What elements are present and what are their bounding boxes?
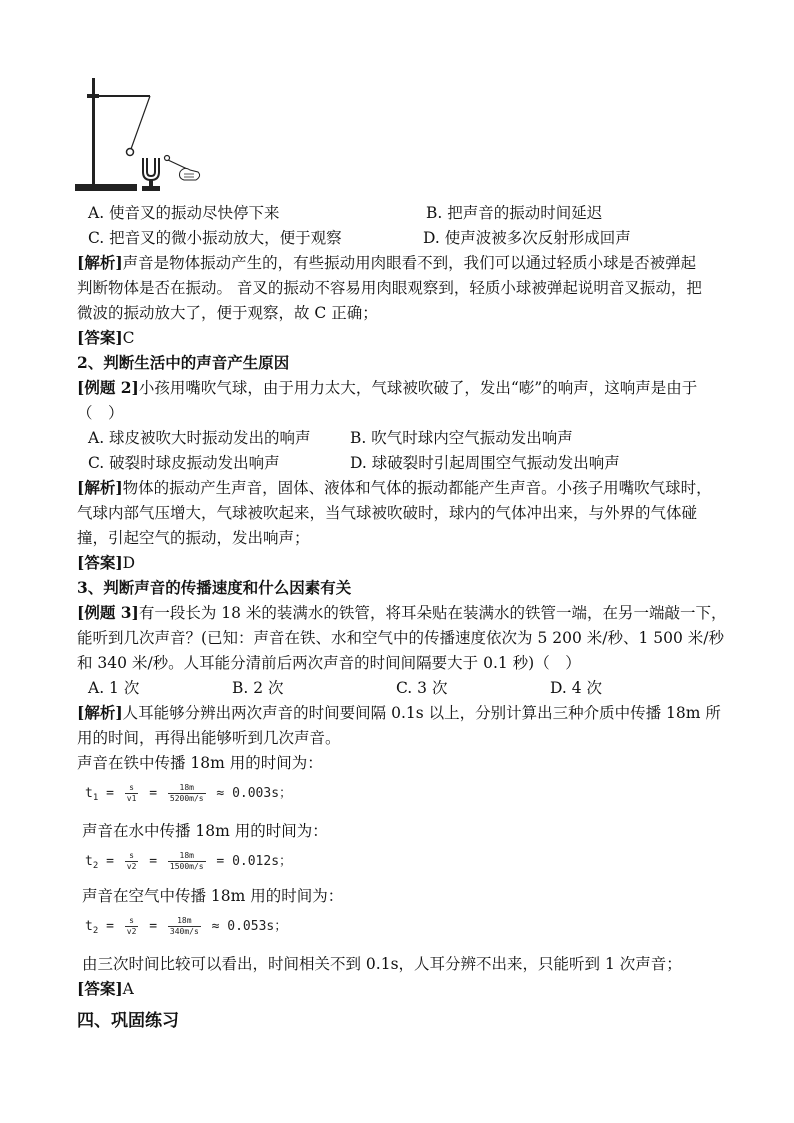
q1-option-c: C. 把音叉的微小振动放大，便于观察: [88, 229, 342, 247]
tuning-fork-base: [142, 186, 160, 191]
q2-analysis-line-1: [解析]物体的振动产生声音，固体、液体和气体的振动都能产生声音。小孩子用嘴吹气球时，: [77, 478, 712, 497]
q2-answer-tag: [答案]: [77, 553, 123, 572]
pendulum-ball: [127, 149, 134, 156]
q3-iron-label: 声音在铁中传播 18m 用的时间为：: [77, 754, 323, 772]
section-4-heading: 四、巩固练习: [77, 1011, 179, 1031]
stand-base: [75, 184, 137, 191]
q3-conclusion: 由三次时间比较可以看出，时间相关不到 0.1s，人耳分辨不出来，只能听到 1 次声音；: [82, 955, 682, 973]
q2-analysis-line-3: 撞，引起空气的振动，发出响声；: [77, 529, 310, 547]
q1-analysis-tag: [解析]: [77, 253, 123, 272]
q3-question-line-3: 和 340 米/秒。人耳能分清前后两次声音的时间间隔要大于 0.1 秒)（ ）: [77, 654, 581, 672]
q2-analysis-line-2: 气球内部气压增大，气球被吹起来，当气球被吹破时，球内的气体冲出来，与外界的气体碰: [77, 504, 698, 522]
q2-answer: [答案]D: [77, 553, 136, 572]
q3-option-d: D. 4 次: [550, 679, 603, 697]
q3-option-b: B. 2 次: [232, 679, 284, 697]
q2-paren: （ ）: [77, 404, 124, 422]
q1-analysis-line-2: 判断物体是否在振动。 音叉的振动不容易用肉眼观察到，轻质小球被弹起说明音叉振动，把: [77, 279, 702, 297]
q3-air-label: 声音在空气中传播 18m 用的时间为：: [82, 887, 344, 905]
q1-option-b: B. 把声音的振动时间延迟: [426, 204, 603, 222]
mallet-head: [165, 156, 170, 161]
q3-option-a: A. 1 次: [88, 679, 140, 697]
section-2-heading: 2、判断生活中的声音产生原因: [77, 353, 290, 372]
section-3-heading: 3、判断声音的传播速度和什么因素有关: [77, 578, 352, 597]
formula-water: $t_2$ = $\frac{s}{v2}$ = $\frac{18m}{1500m/s}$ = 0.012s；: [85, 851, 293, 871]
q3-analysis-tag: [解析]: [77, 703, 123, 722]
q3-water-label: 声音在水中传播 18m 用的时间为：: [82, 822, 328, 840]
formula-iron: $t_1$ = $\frac{s}{v1}$ = $\frac{18m}{5200m/s}$ ≈ 0.003s；: [85, 783, 293, 803]
q1-analysis-line-3: 微波的振动放大了，便于观察，故 C 正确；: [77, 304, 378, 322]
tuning-fork-pendulum-figure: [70, 76, 210, 196]
q3-tag: [例题 3]: [77, 603, 139, 622]
q3-answer-tag: [答案]: [77, 979, 123, 998]
pendulum-string: [131, 96, 150, 149]
q3-question-line-1: [例题 3]有一段长为 18 米的装满水的铁管，将耳朵贴在装满水的铁管一端，在另一端敲一下，: [77, 603, 727, 622]
q2-question: [例题 2]小孩用嘴吹气球，由于用力太大，气球被吹破了，发出“嘭”的响声，这响声是由于: [77, 378, 698, 397]
q2-option-c: C. 破裂时球皮振动发出响声: [88, 454, 280, 472]
q1-option-a: A. 使音叉的振动尽快停下来: [88, 204, 280, 222]
q1-answer: [答案]C: [77, 328, 135, 347]
tuning-fork: [143, 158, 159, 180]
q2-option-d: D. 球破裂时引起周围空气振动发出响声: [350, 454, 620, 472]
q3-answer: [答案]A: [77, 979, 134, 998]
q1-analysis-line-1: [解析]声音是物体振动产生的，有些振动用肉眼看不到，我们可以通过轻质小球是否被弹起: [77, 253, 697, 272]
q3-question-line-2: 能听到几次声音？(已知：声音在铁、水和空气中的传播速度依次为 5 200 米/秒、1 500 米/秒: [77, 629, 725, 647]
q3-analysis-line-1: [解析]人耳能够分辨出两次声音的时间要间隔 0.1s 以上，分别计算出三种介质中传播 18m 所: [77, 703, 721, 722]
q2-tag: [例题 2]: [77, 378, 139, 397]
q1-answer-tag: [答案]: [77, 328, 123, 347]
tuning-fork-handle: [149, 179, 153, 187]
q2-option-a: A. 球皮被吹大时振动发出的响声: [88, 429, 311, 447]
q3-option-c: C. 3 次: [396, 679, 448, 697]
q3-analysis-line-2: 用的时间，再得出能够听到几次声音。: [77, 729, 341, 747]
q1-option-d: D. 使声波被多次反射形成回声: [423, 229, 631, 247]
q2-analysis-tag: [解析]: [77, 478, 123, 497]
formula-air: $t_2$ = $\frac{s}{v2}$ = $\frac{18m}{340m/s}$ ≈ 0.053s；: [85, 916, 288, 936]
q2-option-b: B. 吹气时球内空气振动发出响声: [350, 429, 573, 447]
